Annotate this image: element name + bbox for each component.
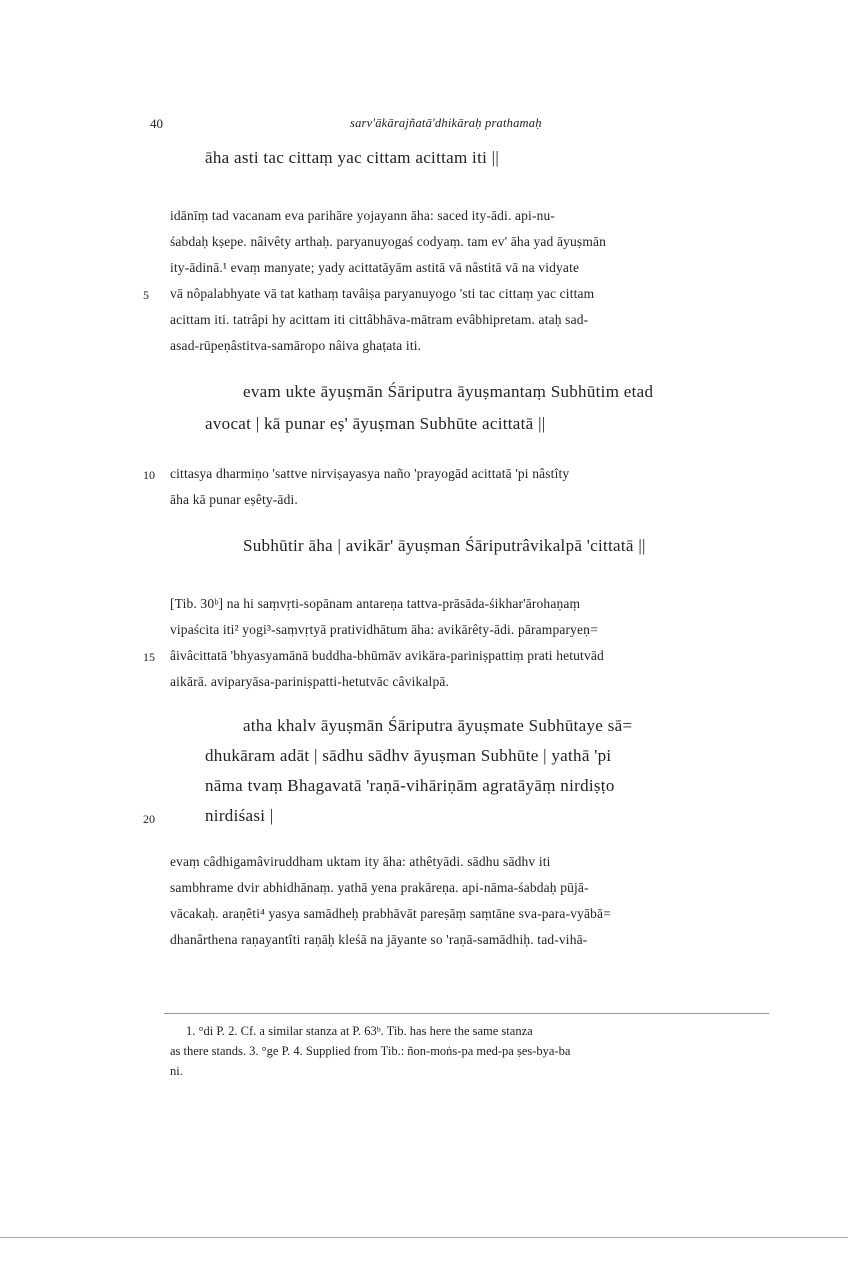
commentary-line: evaṃ câdhigamâviruddham uktam ity āha: athêtyādi. sādhu sādhv iti [170, 854, 551, 869]
verse-line: dhukāram adāt | sādhu sādhv āyuṣman Subhūte | yathā 'pi [205, 746, 612, 765]
line-number: 20 [143, 812, 155, 826]
verse-line: atha khalv āyuṣmān Śāriputra āyuṣmate Subhūtaye sā= [243, 716, 633, 735]
verse-line: Subhūtir āha | avikār' āyuṣman Śāriputrâvikalpā 'cittatā || [243, 536, 646, 555]
line-number: 10 [143, 468, 155, 482]
commentary-line: âivâcittatā 'bhyasyamānā buddha-bhūmāv avikāra-pariniṣpattiṃ prati hetutvād [170, 648, 604, 663]
footnote-line: ni. [170, 1064, 183, 1078]
verse-line: avocat | kā punar eṣ' āyuṣman Subhūte acittatā || [205, 414, 546, 433]
line-number: 5 [143, 288, 149, 302]
footnote-line: as there stands. 3. °ge P. 4. Supplied from Tib.: ñon-moṅs-pa med-pa ṣes-bya-ba [170, 1044, 571, 1058]
commentary-line: cittasya dharmiṇo 'sattve nirviṣayasya naño 'prayogād acittatā 'pi nâstîty [170, 466, 570, 481]
commentary-line: vā nôpalabhyate vā tat kathaṃ tavâiṣa paryanuyogo 'sti tac cittaṃ yac cittam [170, 286, 595, 301]
commentary-line: [Tib. 30ᵇ] na hi saṃvṛti-sopānam antareṇa tattva-prāsāda-śikhar'ārohaṇaṃ [170, 596, 581, 611]
running-head: sarv'ākārajñatā'dhikāraḥ prathamaḥ [350, 116, 542, 130]
line-number: 15 [143, 650, 155, 664]
footnote-line: 1. °di P. 2. Cf. a similar stanza at P. 63ᵇ. Tib. has here the same stanza [186, 1024, 533, 1038]
commentary-line: ity-ādinā.¹ evaṃ manyate; yady acittatāyām astitā vā nâstitā vā na vidyate [170, 260, 580, 275]
commentary-line: aikārā. aviparyāsa-pariniṣpatti-hetutvāc câvikalpā. [170, 674, 450, 689]
page-bottom-edge [0, 1237, 848, 1238]
footnote-divider [164, 1013, 769, 1014]
commentary-line: asad-rūpeṇâstitva-samāropo nâiva ghaṭata iti. [170, 338, 422, 353]
page-number: 40 [150, 116, 163, 131]
verse-line: āha asti tac cittaṃ yac cittam acittam iti || [205, 148, 500, 167]
verse-line: nirdiśasi | [205, 806, 274, 825]
commentary-line: dhanârthena raṇayantîti raṇāḥ kleśā na jāyante so 'raṇā-samādhiḥ. tad-vihā- [170, 932, 588, 947]
commentary-line: acittam iti. tatrâpi hy acittam iti cittâbhāva-mātram evâbhipretam. ataḥ sad- [170, 312, 589, 327]
commentary-line: āha kā punar eṣêty-ādi. [170, 492, 298, 507]
commentary-line: vācakaḥ. araṇêti⁴ yasya samādheḥ prabhāvāt pareṣāṃ saṃtāne sva-para-vyābā= [170, 906, 611, 921]
commentary-line: sambhrame dvir abhidhānaṃ. yathā yena prakāreṇa. api-nāma-śabdaḥ pūjā- [170, 880, 589, 895]
commentary-line: vipaścita iti² yogi³-saṃvṛtyā pratividhātum āha: avikārêty-ādi. pāramparyeṇ= [170, 622, 598, 637]
verse-line: evam ukte āyuṣmān Śāriputra āyuṣmantaṃ Subhūtim etad [243, 382, 654, 401]
verse-line: nāma tvaṃ Bhagavatā 'raṇā-vihāriṇām agratāyāṃ nirdiṣṭo [205, 776, 615, 795]
commentary-line: śabdaḥ kṣepe. nâivêty arthaḥ. paryanuyogaś codyaṃ. tam ev' āha yad āyuṣmān [170, 234, 607, 249]
commentary-line: idānīṃ tad vacanam eva parihāre yojayann āha: saced ity-ādi. api-nu- [170, 208, 556, 223]
